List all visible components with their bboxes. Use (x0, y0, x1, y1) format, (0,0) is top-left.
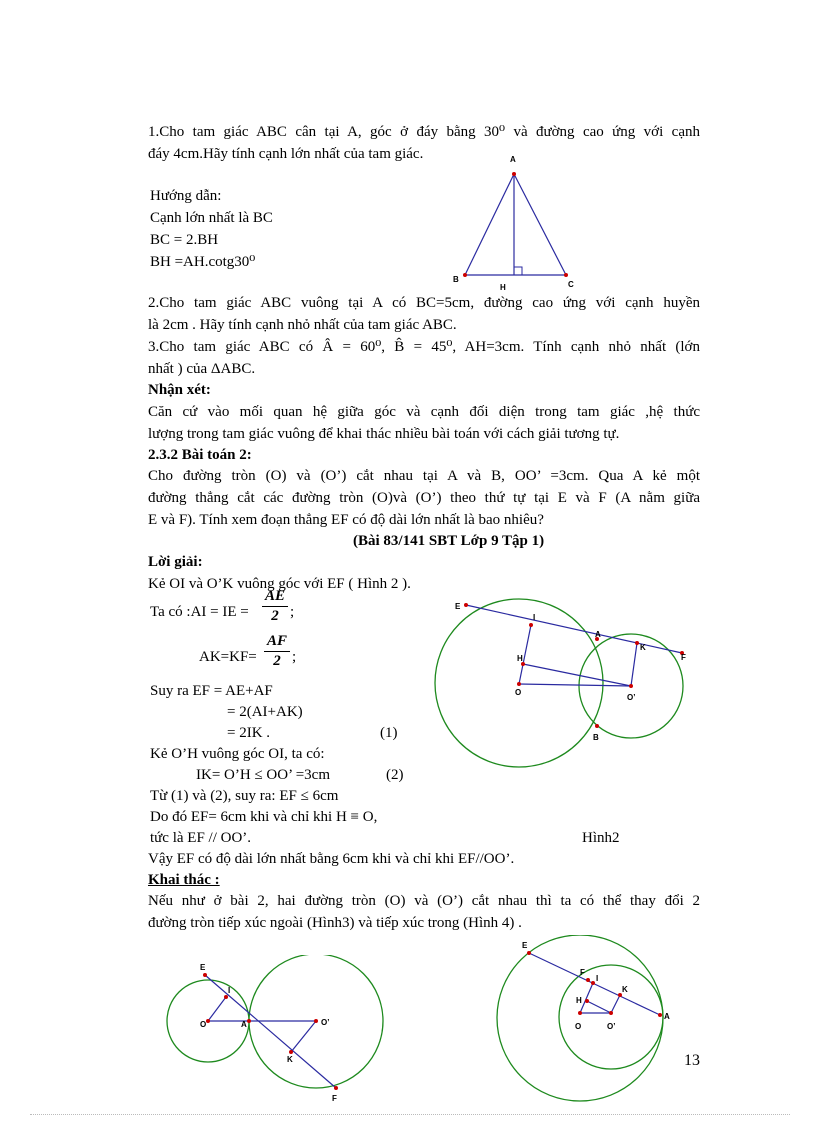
solution-line3: AK=KF= (199, 649, 257, 665)
label-o-prime: O’ (627, 693, 636, 702)
label-a: A (241, 1020, 247, 1029)
point-a (247, 1019, 251, 1023)
label-h: H (576, 996, 582, 1005)
exploration-line1: Nếu như ở bài 2, hai đường tròn (O) và (O’) cắt nhau thì ta có thể thay đổi 2 (148, 893, 700, 909)
triangle-side-ac (514, 174, 566, 275)
solution-line1: Kẻ OI và O’K vuông góc với EF ( Hình 2 ). (148, 576, 411, 592)
figure-triangle (445, 150, 585, 295)
label-i: I (596, 974, 599, 983)
label-i: I (533, 613, 536, 622)
label-c: C (568, 280, 574, 289)
exploration-line2: đường tròn tiếp xúc ngoài (Hình3) và tiếp xúc trong (Hình 4) . (148, 915, 522, 931)
label-o-prime: O’ (321, 1018, 330, 1027)
label-e: E (200, 963, 206, 972)
solution-line5: = 2(AI+AK) (227, 704, 303, 720)
point-o (206, 1019, 210, 1023)
solution-line9: Từ (1) và (2), suy ra: EF ≤ 6cm (150, 788, 339, 804)
label-f: F (332, 1094, 337, 1103)
point-k (635, 641, 639, 645)
point-f (334, 1086, 338, 1090)
label-b: B (453, 275, 459, 284)
solution-line10: Do đó EF= 6cm khi và chỉ khi H ≡ O, (150, 809, 378, 825)
fraction-bar (262, 606, 288, 607)
remark-line1: Căn cứ vào mối quan hệ giữa góc và cạnh đối diện trong tam giác ,hệ thức (148, 404, 700, 420)
solution-heading: Lời giải: (148, 554, 203, 570)
hint-heading: Hướng dẫn: (150, 188, 222, 204)
point-i (529, 623, 533, 627)
hint-line2: BC = 2.BH (150, 232, 219, 248)
figure-hinh2 (430, 585, 700, 780)
point-b (463, 273, 467, 277)
remark-heading: Nhận xét: (148, 382, 211, 398)
point-o-prime (629, 684, 633, 688)
point-b (595, 724, 599, 728)
label-o: O (515, 688, 522, 697)
fraction-tail: ; (292, 649, 297, 665)
label-a: A (510, 155, 516, 164)
label-e: E (522, 941, 528, 950)
label-k: K (287, 1055, 293, 1064)
fraction-tail: ; (290, 604, 295, 620)
point-o-prime (609, 1011, 613, 1015)
page-bottom-divider (30, 1114, 790, 1115)
problem1-line1: 1.Cho tam giác ABC cân tại A, góc ở đáy bằng 30⁰ và đường cao ứng với cạnh (148, 124, 700, 140)
hint-line1: Cạnh lớn nhất là BC (150, 210, 273, 226)
solution-line8: IK= O’H ≤ OO’ =3cm (196, 767, 331, 783)
segment-oi (580, 983, 593, 1013)
point-e (464, 603, 468, 607)
problem2-line2: là 2cm . Hãy tính cạnh nhỏ nhất của tam giác ABC. (148, 317, 457, 333)
problem3-line1: 3.Cho tam giác ABC có Â = 60⁰, B̂ = 45⁰, AH=3cm. Tính cạnh nhỏ nhất (lớn (148, 339, 700, 355)
figure-hinh3 (160, 955, 405, 1105)
right-angle-mark (514, 267, 522, 275)
point-h (585, 999, 589, 1003)
point-e (203, 973, 207, 977)
equation-number-1: (1) (380, 725, 398, 741)
segment-o-prime-k (291, 1021, 316, 1052)
fraction-numerator: AF (266, 633, 287, 649)
label-h: H (500, 283, 506, 292)
segment-oi (208, 997, 226, 1021)
fraction-af-over-2 (264, 633, 290, 670)
problem1-line2: đáy 4cm.Hãy tính cạnh lớn nhất của tam giác. (148, 146, 424, 162)
fraction-numerator: AE (264, 588, 285, 604)
circle-o-prime (559, 965, 663, 1069)
fraction-ae-over-2 (262, 588, 288, 625)
problem-line1: Cho đường tròn (O) và (O’) cắt nhau tại A và B, OO’ =3cm. Qua A kẻ một (148, 468, 700, 484)
exploration-heading: Khai thác : (148, 872, 220, 888)
segment-o-prime-k (631, 643, 637, 686)
label-o-prime: O’ (607, 1022, 616, 1031)
triangle-side-ab (465, 174, 514, 275)
equation-number-2: (2) (386, 767, 404, 783)
problem2-line1: 2.Cho tam giác ABC vuông tại A có BC=5cm, đường cao ứng với cạnh huyền (148, 295, 700, 311)
solution-line6: = 2IK . (227, 725, 271, 741)
segment-o-prime-h (523, 664, 631, 686)
problem3-line2: nhất ) của ΔABC. (148, 361, 256, 377)
solution-line11: tức là EF // OO’. (150, 830, 252, 846)
label-f: F (580, 968, 585, 977)
hint-line3: BH =AH.cotg30⁰ (150, 254, 256, 270)
solution-line4: Suy ra EF = AE+AF (150, 683, 273, 699)
label-e: E (455, 602, 461, 611)
label-k: K (640, 643, 646, 652)
point-e (527, 951, 531, 955)
label-b: B (593, 733, 599, 742)
fraction-bar (264, 651, 290, 652)
segment-o-prime-k (611, 995, 620, 1013)
point-c (564, 273, 568, 277)
label-f: F (681, 653, 686, 662)
remark-line2: lượng trong tam giác vuông để khai thác nhiều bài toán với cách giải tương tự. (148, 426, 620, 442)
problem-line3: E và F). Tính xem đoạn thẳng EF có độ dài lớn nhất là bao nhiêu? (148, 512, 544, 528)
fraction-denominator: 2 (271, 608, 279, 624)
problem-line2: đường thẳng cắt các đường tròn (O)và (O’) theo thứ tự tại E và F (A nằm giữa (148, 490, 700, 506)
segment-oo-prime (519, 684, 631, 686)
solution-line7: Kẻ O’H vuông góc OI, ta có: (150, 746, 325, 762)
point-i (591, 981, 595, 985)
fraction-denominator: 2 (273, 653, 281, 669)
figure-hinh4 (490, 935, 690, 1105)
label-a: A (664, 1012, 670, 1021)
point-o (578, 1011, 582, 1015)
point-a (512, 172, 516, 176)
point-o-prime (314, 1019, 318, 1023)
page-number: 13 (684, 1052, 700, 1069)
figure-caption-hinh2: Hình2 (582, 830, 620, 846)
label-k: K (622, 985, 628, 994)
solution-conclusion: Vậy EF có độ dài lớn nhất bằng 6cm khi và chỉ khi EF//OO’. (148, 851, 515, 867)
label-h: H (517, 654, 523, 663)
segment-o-prime-h (587, 1001, 611, 1013)
circle-o (497, 935, 663, 1101)
point-i (224, 995, 228, 999)
point-f (586, 978, 590, 982)
point-k (289, 1050, 293, 1054)
label-i: I (228, 986, 231, 995)
point-a (658, 1013, 662, 1017)
label-o: O (200, 1020, 207, 1029)
problem-reference: (Bài 83/141 SBT Lớp 9 Tập 1) (353, 533, 545, 549)
line-ef (466, 605, 682, 653)
point-o (517, 682, 521, 686)
label-o: O (575, 1022, 582, 1031)
solution-line2: Ta có :AI = IE = (150, 604, 249, 620)
section-heading: 2.3.2 Bài toán 2: (148, 447, 252, 463)
label-a: A (595, 630, 601, 639)
